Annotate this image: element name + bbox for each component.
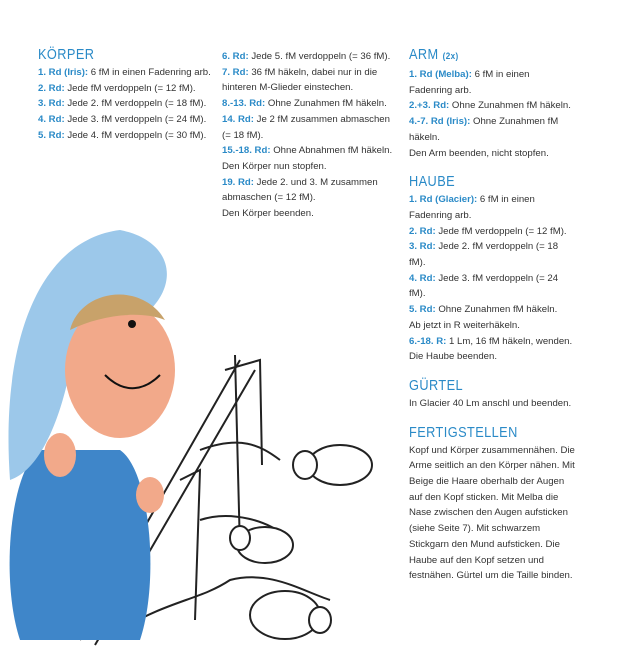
row-label: 1. Rd (Iris): (38, 67, 89, 78)
heading-arm-text: ARM (409, 46, 439, 63)
instruction-list (38, 65, 216, 144)
instruction-list (409, 67, 575, 161)
row-label: 6.-18. R: (409, 335, 447, 347)
row-label: 5. Rd: (38, 129, 65, 141)
column-arm-haube (409, 46, 575, 596)
row-label: 3. Rd: (409, 241, 436, 253)
instruction-row (222, 143, 394, 159)
row-label: 5. Rd: (409, 304, 436, 316)
instruction-row (222, 49, 394, 65)
instruction-row (409, 318, 575, 334)
instruction-row (222, 96, 394, 112)
row-label: 14. Rd: (222, 113, 254, 125)
illustration-doll-with-sheep (0, 220, 400, 669)
row-text: Jede 3. fM verdoppeln (= 24 fM). (409, 272, 559, 300)
fertigstellen-text: Kopf und Körper zusammennähen. Die Arme seitlich an den Körper nähen. Mit Beige die Haare oberhalb der Augen auf den Kopf sticken. Mit Melba die Nase zwischen den Augen aufsticken (siehe Seite 7). Mit schwarzem Stickgarn den Mund aufsticken. Die Haube auf den Kopf setzen und festnähen. Gürtel um die Taille binden. (409, 444, 575, 582)
row-text: Jede 2. und 3. M zusammen abmaschen (= 12 fM). (222, 176, 378, 204)
row-text: Jede 4. fM verdoppeln (= 30 fM). (64, 129, 207, 141)
instruction-row (409, 114, 575, 145)
row-text: 6 fM in einen Fadenring arb. (409, 194, 535, 221)
instruction-row (409, 192, 575, 223)
row-label: 19. Rd: (222, 176, 254, 188)
section-haube (409, 173, 575, 365)
row-text: Jede 3. fM verdoppeln (= 24 fM). (64, 114, 207, 126)
instruction-row (222, 175, 394, 206)
row-text: Jede 2. fM verdoppeln (= 18 fM). (409, 241, 559, 269)
heading-arm-suffix: (2x) (442, 51, 459, 62)
heading-haube: HAUBE (409, 173, 456, 191)
row-text: 6 fM in einen Fadenring arb. (409, 69, 530, 96)
row-label: 1. Rd (Glacier): (409, 194, 478, 206)
row-label: 2.+3. Rd: (409, 100, 450, 112)
row-text: Ohne Zunahmen fM häkeln. (265, 98, 387, 110)
instruction-row (409, 67, 575, 98)
row-text: Jede fM verdoppeln (= 12 fM). (64, 82, 196, 94)
row-text: Jede fM verdoppeln (= 12 fM). (435, 225, 567, 237)
row-text: Ohne Abnahmen fM häkeln. (270, 145, 393, 157)
row-text: Ab jetzt in R weiterhäkeln. (409, 319, 520, 331)
heading-fertigstellen: FERTIGSTELLEN (409, 423, 518, 441)
row-label: 4. Rd: (409, 272, 436, 284)
crochet-doll (8, 230, 175, 640)
section-koerper (38, 46, 216, 144)
row-text: Die Haube beenden. (409, 351, 498, 363)
row-label: 3. Rd: (38, 98, 65, 110)
instruction-row (38, 81, 216, 97)
section-guertel (409, 377, 575, 412)
row-text: Den Körper beenden. (222, 208, 314, 220)
section-arm (409, 46, 575, 161)
row-label: 2. Rd: (409, 225, 436, 237)
heading-koerper: KÖRPER (38, 46, 95, 63)
row-text: Jede 5. fM verdoppeln (= 36 fM). (248, 51, 391, 62)
row-text: Ohne Zunahmen fM häkeln. (409, 116, 559, 143)
row-text: Je 2 fM zusammen abmaschen (= 18 fM). (222, 113, 390, 141)
instruction-row (409, 98, 575, 114)
instruction-list (409, 192, 575, 365)
row-text: 6 fM in einen Fadenring arb. (88, 67, 211, 78)
row-label: 4. Rd: (38, 114, 65, 126)
instruction-row (38, 112, 216, 128)
instruction-list (222, 49, 394, 222)
instruction-row (38, 65, 216, 81)
column-koerper (38, 46, 216, 156)
instruction-row (409, 239, 575, 270)
row-label: 7. Rd: (222, 66, 249, 78)
instruction-row (38, 96, 216, 112)
row-text: Den Arm beenden, nicht stopfen. (409, 147, 549, 159)
instruction-row (409, 302, 575, 318)
heading-guertel: GÜRTEL (409, 376, 464, 394)
guertel-text: In Glacier 40 Lm anschl und beenden. (409, 397, 572, 409)
row-text: Ohne Zunahmen fM häkeln. (449, 100, 571, 112)
column-koerper-cont (222, 49, 394, 222)
instruction-row (409, 224, 575, 240)
instruction-row (38, 128, 216, 144)
instruction-row (409, 271, 575, 302)
row-label: 6. Rd: (222, 51, 249, 62)
heading-arm (409, 46, 550, 66)
sheep-drawings (230, 445, 372, 639)
row-text: 36 fM häkeln, dabei nur in die hinteren M-Glieder einstechen. (222, 66, 378, 94)
row-label: 2. Rd: (38, 82, 65, 94)
instruction-row (222, 65, 394, 96)
row-text: Jede 2. fM verdoppeln (= 18 fM). (64, 98, 207, 110)
instruction-row (409, 334, 575, 350)
row-label: 1. Rd (Melba): (409, 69, 472, 80)
section-fertigstellen (409, 424, 575, 584)
instruction-row (222, 159, 394, 175)
row-text: Ohne Zunahmen fM häkeln. (435, 304, 558, 316)
instruction-row (222, 112, 394, 143)
row-label: 8.-13. Rd: (222, 98, 266, 110)
row-text: Den Körper nun stopfen. (222, 160, 327, 172)
row-text: 1 Lm, 16 fM häkeln, wenden. (446, 335, 573, 347)
instruction-row (409, 146, 575, 162)
row-label: 15.-18. Rd: (222, 145, 271, 157)
row-label: 4.-7. Rd (Iris): (409, 116, 471, 128)
instruction-row (409, 349, 575, 365)
